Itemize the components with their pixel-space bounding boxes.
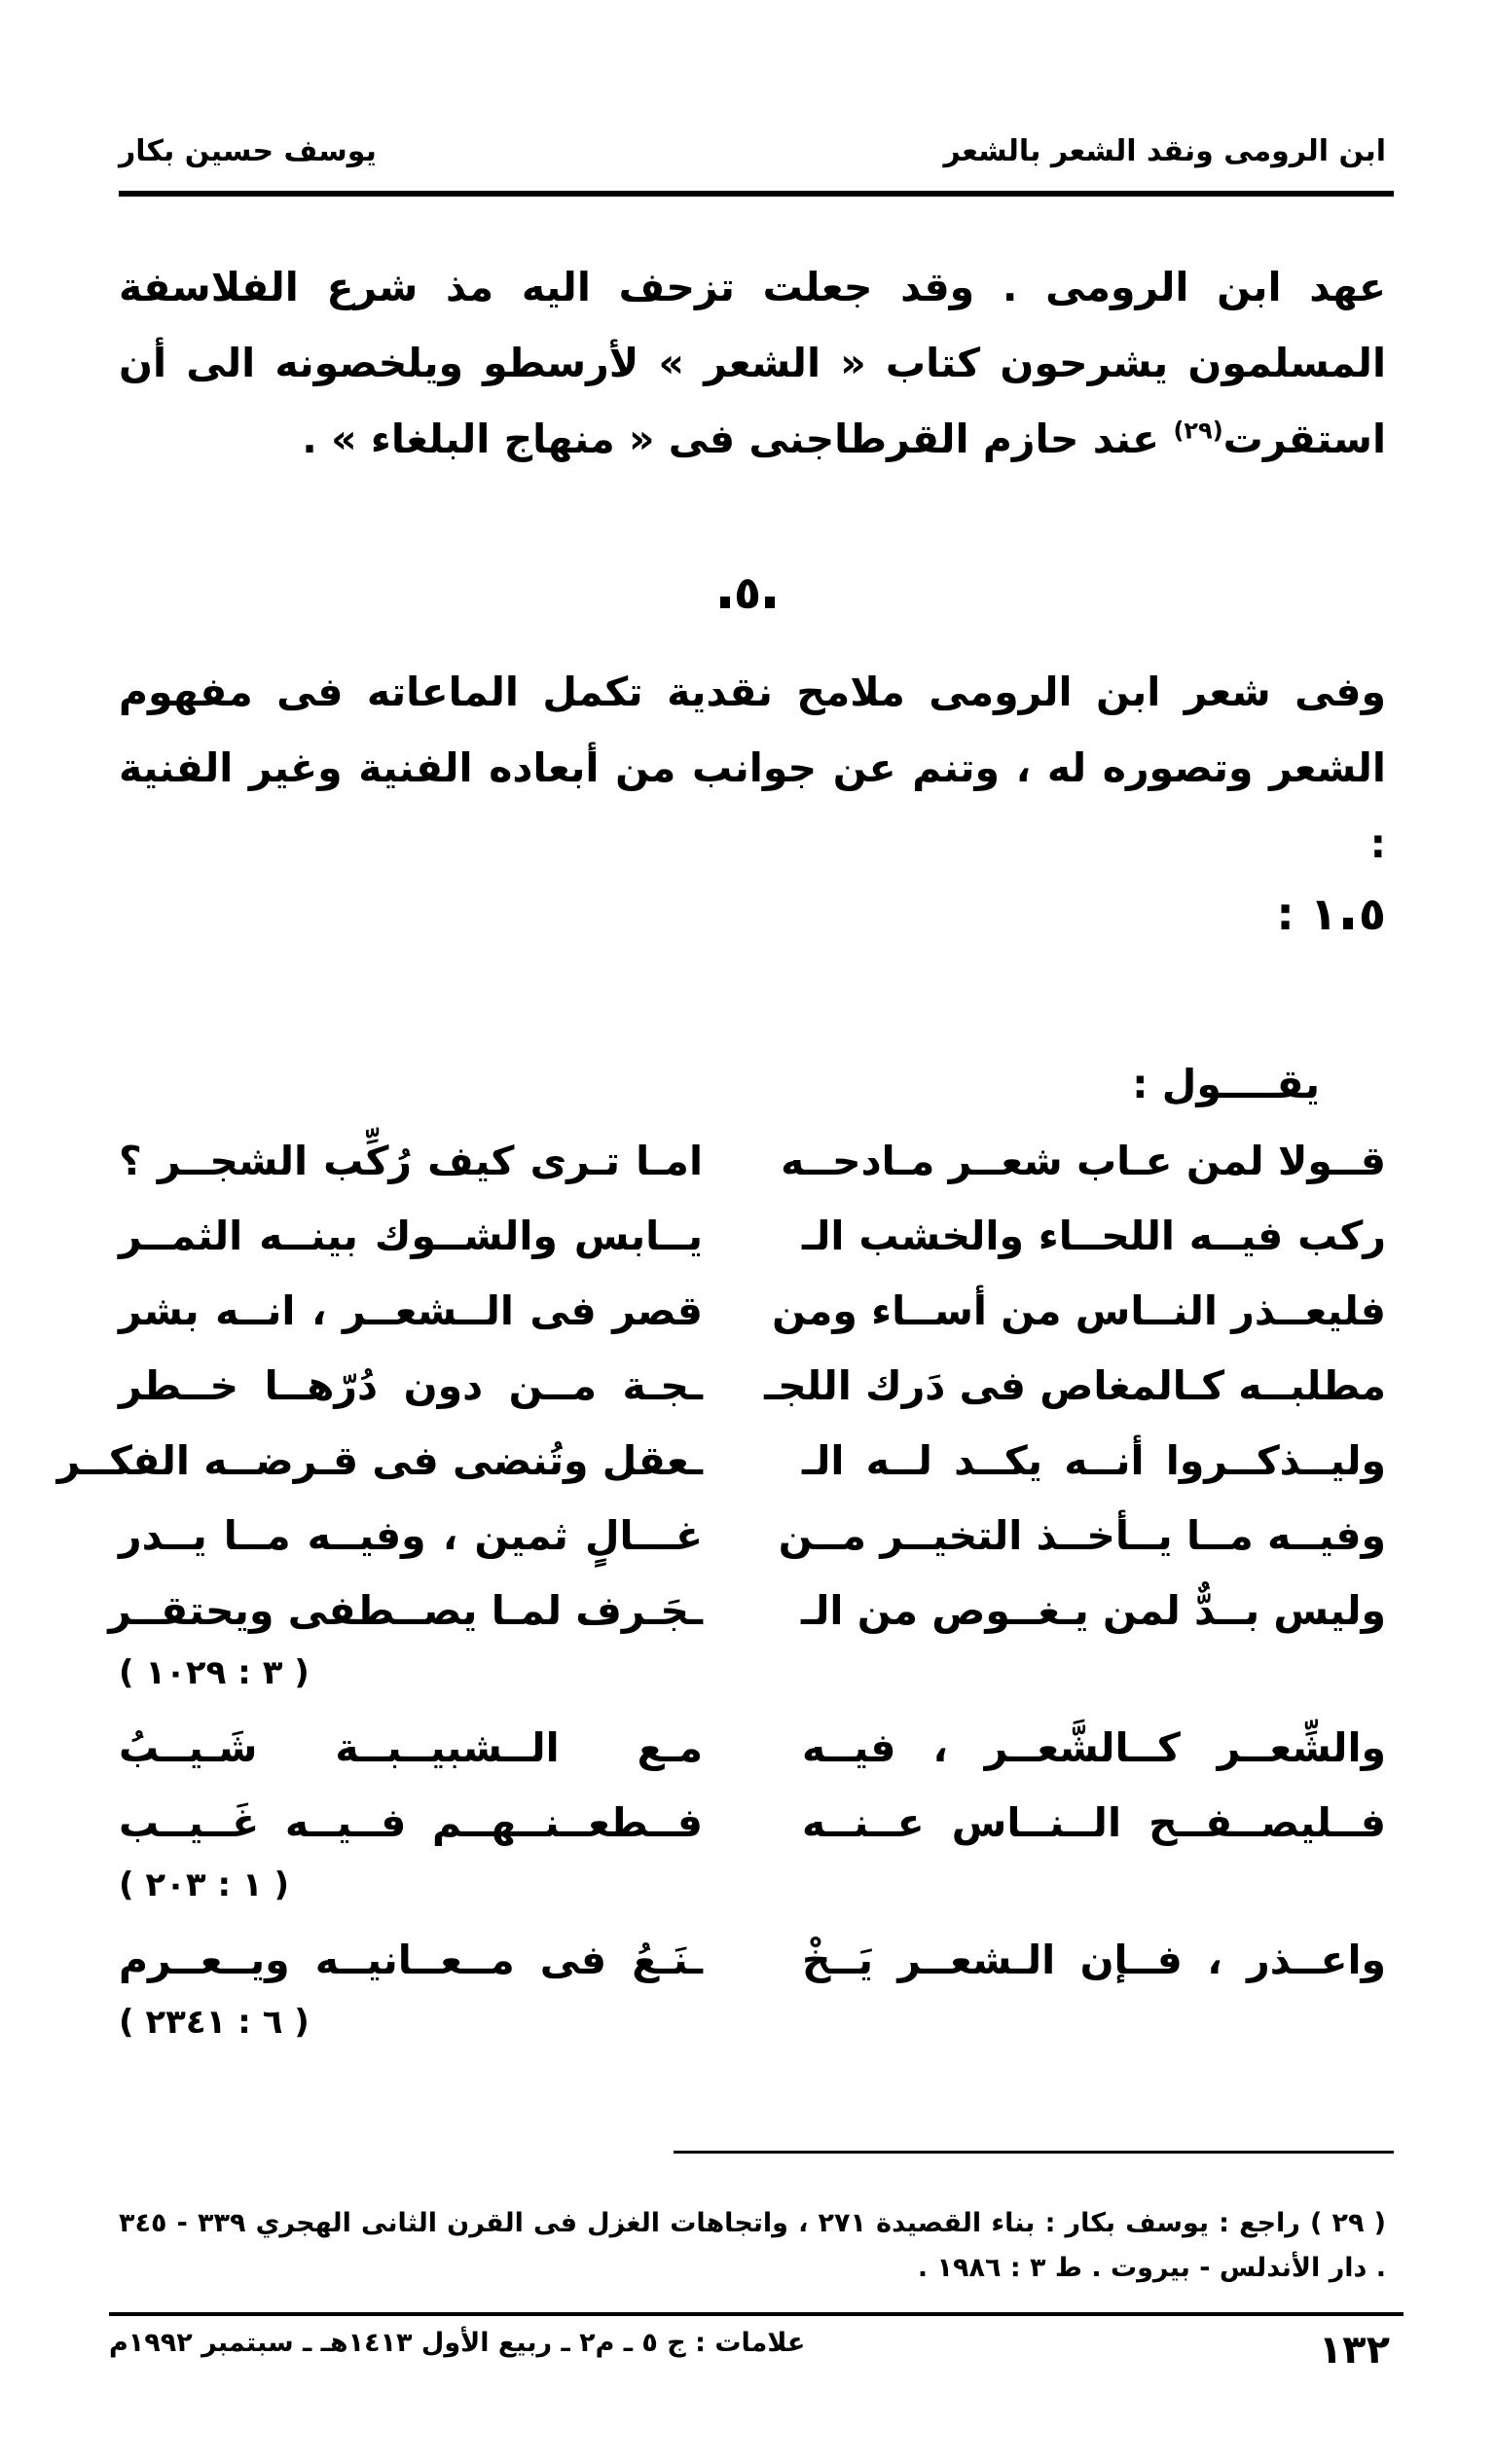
prose-paragraph-2: وفى شعر ابن الرومى ملامح نقدية تكمل الماعاته فى مفهوم الشعر وتصوره له ، وتنم عن جوانب من أبعاده الفنية وغير الفنية : [119, 669, 1386, 867]
verse-first-hemistich: ركب فيــه اللحــاء والخشب الـ [802, 1213, 1386, 1259]
verse-line [119, 1923, 1386, 1998]
journal-issue-info: علامات : ج ٥ ـ م٢ ـ ربيع الأول ١٤١٣هـ ـ سبتمبر ١٩٩٢م [109, 2328, 806, 2358]
running-header-author: يوسف حسين بكار [119, 134, 377, 168]
poem-intro: يقــــول : [1132, 1061, 1320, 1107]
page-number: ١٣٢ [1318, 2328, 1390, 2373]
citation-text: ( ٣ : ١٠٢٩ ) [119, 1653, 310, 1692]
poem-stanza-3 [119, 1923, 1386, 2060]
verse-second-hemistich: فــطعــنــهــم فــيــه غَــيــب [119, 1799, 703, 1846]
verse-line [56, 1424, 1386, 1499]
square-bullet-icon [765, 597, 775, 608]
verse-first-hemistich: وليس بــدٌّ لمن يـغــوص من الـ [800, 1587, 1386, 1634]
prose-text: عند حازم القرطاجنى فى « منهاج البلغاء » . [302, 416, 1174, 462]
footnote-29: ( ٢٩ ) راجع : يوسف بكار : بناء القصيدة ٢٧١ ، واتجاهات الغزل فى القرن الثانى الهجري ٣٣٩ - ٣٤٥ . دار الأندلس - بيروت . ط ٣ : ١٩٨٦ . [119, 2208, 1386, 2283]
verse-citation [119, 1998, 1386, 2060]
verse-citation [119, 1861, 1386, 1923]
verse-second-hemistich: ـعقل وتُنضى فى قـرضــه الفكــر [56, 1437, 703, 1484]
verse-second-hemistich: مـع الــشبيــبــة شَـيــبُ [119, 1724, 703, 1771]
verse-second-hemistich: غـــالٍ ثمين ، وفيــه مــا يــدر [119, 1512, 703, 1559]
verse-line [119, 1499, 1386, 1574]
prose-text: عهد ابن الرومى . وقد جعلت تزحف اليه مذ شرع الفلاسفة المسلمون يشرحون كتاب « الشعر » لأرسطو ويلخصونه الى أن استقرت [119, 264, 1386, 462]
verse-second-hemistich: يــابس والشــوك بينــه الثمــر [119, 1213, 703, 1259]
verse-first-hemistich: وليــذكــروا أنــه يكــد لــه الـ [802, 1437, 1386, 1484]
verse-first-hemistich: فليعــذر النــاس من أســاء ومن [772, 1287, 1386, 1334]
section-number-value: ٥ [733, 566, 762, 619]
section-number [0, 566, 1495, 619]
verse-line [119, 1786, 1386, 1861]
verse-line [108, 1574, 1386, 1649]
footer-rule-divider [109, 2312, 1404, 2316]
verse-line [119, 1199, 1386, 1274]
verse-first-hemistich: والشِّعــر كــالشَّعــر ، فيــه [802, 1724, 1386, 1771]
verse-second-hemistich: ـجـة مــن دون دُرّهــا خــطر [119, 1362, 703, 1409]
verse-first-hemistich: واعــذر ، فــإن الـشعــر يَــخْ [802, 1937, 1386, 1983]
subsection-sub: ١ [1309, 888, 1337, 940]
verse-first-hemistich: وفيــه مــا يــأخــذ التخيــر مــن [778, 1512, 1386, 1559]
poem-block [56, 1124, 1386, 2060]
verse-line [119, 1349, 1386, 1424]
verse-second-hemistich: ـنَـعُ فى مــعــانيــه ويــعــرم [119, 1937, 703, 1983]
poem-stanza-2 [119, 1711, 1386, 1923]
footnote-rule-divider [674, 2151, 1394, 2154]
verse-line [119, 1711, 1386, 1786]
citation-text: ( ٦ : ٢٣٤١ ) [119, 2003, 310, 2042]
subsection-main: ٥ [1358, 888, 1386, 940]
verse-second-hemistich: قصر فى الــشعــر ، انــه بشر [119, 1287, 703, 1334]
verse-second-hemistich: ـجَـرف لمـا يصــطفى ويحتقــر [108, 1587, 703, 1634]
prose-paragraph-1 [119, 249, 1386, 477]
verse-citation [119, 1649, 1386, 1711]
subsection-colon: : [1276, 888, 1294, 940]
square-bullet-icon [1343, 918, 1353, 929]
poem-stanza-1 [56, 1124, 1386, 1711]
subsection-number [1276, 888, 1386, 940]
verse-first-hemistich: مطلبــه كـالمغاص فى دَرك اللجـ [764, 1362, 1386, 1409]
verse-first-hemistich: فــليصــفــح الــنــاس عــنــه [802, 1799, 1386, 1846]
verse-line [119, 1274, 1386, 1349]
verse-first-hemistich: قــولا لمن عـاب شعــر مـادحــه [781, 1138, 1386, 1184]
footnote-reference-29[interactable]: (٢٩) [1173, 417, 1223, 445]
verse-line [119, 1124, 1386, 1199]
header-rule-divider [119, 191, 1394, 197]
square-bullet-icon [720, 597, 730, 608]
citation-text: ( ١ : ٢٠٣ ) [119, 1866, 290, 1904]
running-header-title: ابن الرومى ونقد الشعر بالشعر [943, 134, 1386, 168]
verse-second-hemistich: امـا تـرى كيف رُكِّب الشجــر ؟ [119, 1138, 703, 1184]
